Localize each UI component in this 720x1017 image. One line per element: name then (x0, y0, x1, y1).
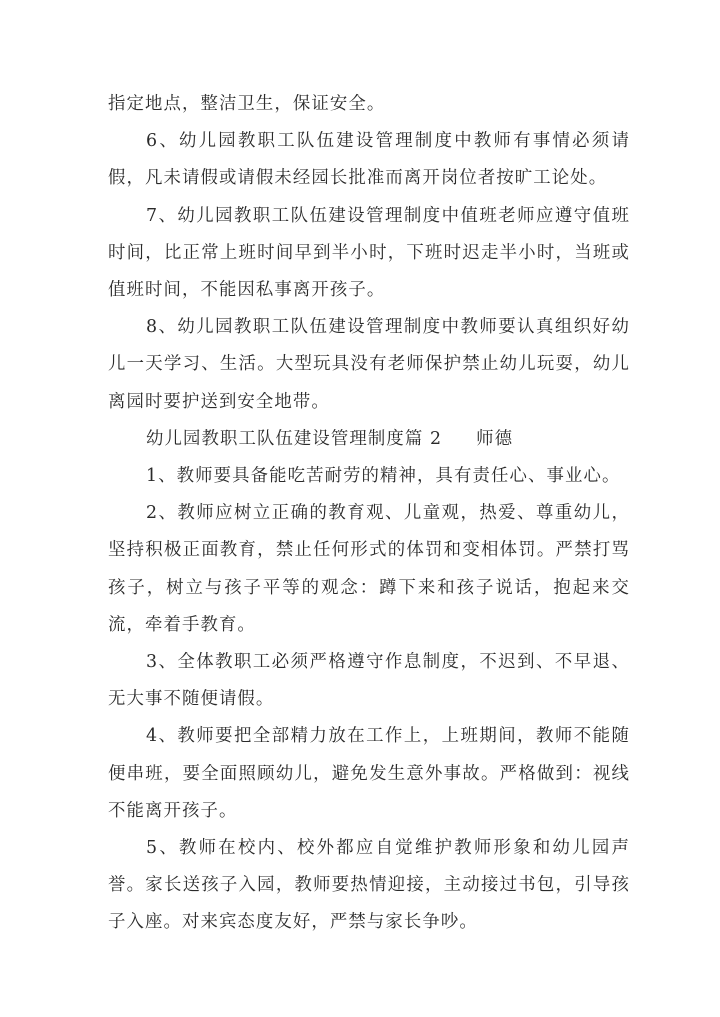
section-heading-subtitle: 师德 (476, 428, 514, 449)
paragraph-continuation: 指定地点，整洁卫生，保证安全。 (108, 94, 386, 114)
paragraph-ethics-5: 5、教师在校内、校外都应自觉维护教师形象和幼儿园声誉。家长送孩子入园，教师要热情迎接，主动接过书包，引导孩子入座。对来宾态度友好，严禁与家长争吵。 (108, 838, 630, 933)
paragraph-ethics-2: 2、教师应树立正确的教育观、儿童观，热爱、尊重幼儿，坚持积极正面教育，禁止任何形式的体罚和变相体罚。严禁打骂孩子，树立与孩子平等的观念：蹲下来和孩子说话，抱起来交流，牵着手教育。 (108, 503, 630, 635)
paragraph-item-6: 6、幼儿园教职工队伍建设管理制度中教师有事情必须请假，凡未请假或请假未经园长批准而离开岗位者按旷工论处。 (108, 131, 630, 189)
document-page (108, 86, 630, 942)
paragraph-item-7: 7、幼儿园教职工队伍建设管理制度中值班老师应遵守值班时间，比正常上班时间早到半小时，下班时迟走半小时，当班或值班时间，不能因私事离开孩子。 (108, 205, 630, 301)
paragraph-item-8: 8、幼儿园教职工队伍建设管理制度中教师要认真组织好幼儿一天学习、生活。大型玩具没有老师保护禁止幼儿玩耍，幼儿离园时要护送到安全地带。 (108, 317, 630, 412)
section-heading (108, 421, 630, 458)
paragraph-ethics-4: 4、教师要把全部精力放在工作上，上班期间，教师不能随便串班，要全面照顾幼儿，避免发生意外事故。严格做到：视线不能离开孩子。 (108, 726, 630, 821)
section-heading-title: 幼儿园教职工队伍建设管理制度篇 2 (146, 428, 443, 449)
paragraph-ethics-1: 1、教师要具备能吃苦耐劳的精神，具有责任心、事业心。 (146, 466, 621, 487)
paragraph-ethics-3: 3、全体教职工必须严格遵守作息制度，不迟到、不早退、无大事不随便请假。 (108, 652, 630, 710)
